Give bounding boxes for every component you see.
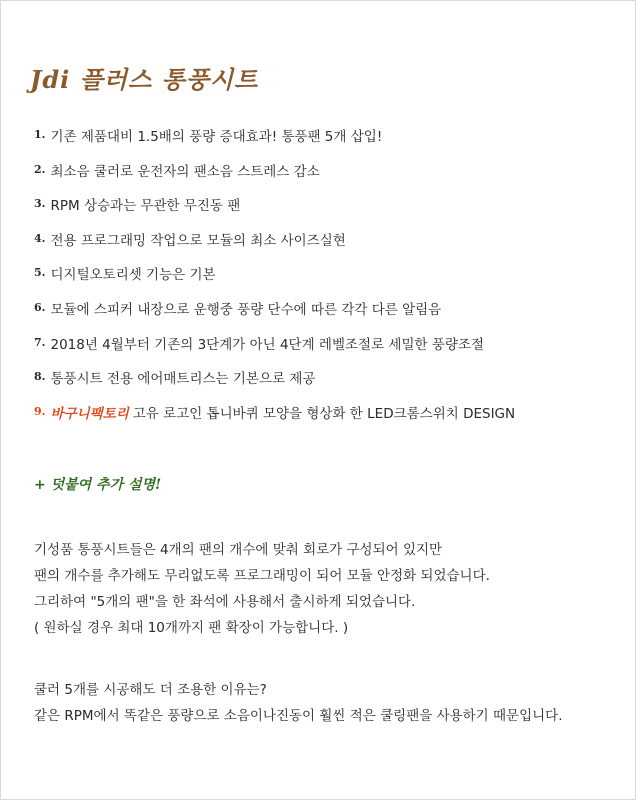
feature-number: 2. bbox=[34, 162, 46, 176]
feature-text: 모듈에 스피커 내장으로 운행중 풍량 단수에 따른 각각 다른 알림음 bbox=[50, 301, 442, 318]
feature-number: 5. bbox=[34, 266, 46, 280]
feature-text: 고유 로고인 톱니바퀴 모양을 형상화 한 LED크롬스위치 DESIGN bbox=[132, 405, 516, 422]
feature-text: RPM 상승과는 무관한 무진동 팬 bbox=[50, 198, 241, 215]
feature-number: 1. bbox=[34, 128, 46, 141]
feature-item-8 bbox=[34, 366, 515, 401]
extra-info-heading: + 덧붙여 추가 설명! bbox=[34, 477, 162, 493]
feature-item-9 bbox=[34, 401, 515, 436]
paragraph-line: 그리하여 "5개의 팬"을 한 좌석에 사용해서 출시하게 되었습니다. bbox=[34, 594, 416, 610]
brand-name: 바구니팩토리 bbox=[50, 405, 129, 422]
feature-item-5 bbox=[34, 262, 515, 297]
feature-text: 최소음 쿨러로 운전자의 팬소음 스트레스 감소 bbox=[50, 163, 320, 180]
page-title: Jdi 플러스 통풍시트 bbox=[30, 65, 259, 94]
paragraph-line: 팬의 개수를 추가해도 무리없도록 프로그래밍이 되어 모듈 안정화 되었습니다. bbox=[34, 568, 490, 584]
feature-text: 2018년 4월부터 기존의 3단계가 아닌 4단계 레벨조절로 세밀한 풍량조절 bbox=[50, 336, 485, 353]
feature-text: 기존 제품대비 1.5배의 풍량 증대효과! 통풍팬 5개 삽입! bbox=[50, 129, 383, 145]
paragraph-line: 같은 RPM에서 똑같은 풍량으로 소음이나진동이 훨씬 적은 쿨링팬을 사용하기 때문입니다. bbox=[34, 708, 563, 724]
explanation-paragraph bbox=[34, 537, 490, 641]
paragraph-line: 기성품 통풍시트들은 4개의 팬의 개수에 맞춰 회로가 구성되어 있지만 bbox=[34, 542, 443, 558]
feature-item-2 bbox=[34, 159, 515, 194]
feature-item-7 bbox=[34, 332, 515, 367]
quiet-reason-paragraph bbox=[34, 677, 563, 729]
feature-item-3 bbox=[34, 193, 515, 228]
feature-number: 4. bbox=[34, 231, 46, 245]
feature-number: 6. bbox=[34, 300, 46, 314]
feature-number: 9. bbox=[34, 404, 46, 418]
feature-text: 통풍시트 전용 에어매트리스는 기본으로 제공 bbox=[50, 371, 316, 388]
feature-item-4 bbox=[34, 228, 515, 263]
feature-text: 전용 프로그래밍 작업으로 모듈의 최소 사이즈실현 bbox=[50, 232, 346, 249]
feature-item-1 bbox=[34, 124, 515, 159]
feature-item-6 bbox=[34, 297, 515, 332]
paragraph-line: ( 원하실 경우 최대 10개까지 팬 확장이 가능합니다. ) bbox=[34, 620, 349, 636]
feature-number: 8. bbox=[34, 370, 46, 384]
feature-text: 디지털오토리셋 기능은 기본 bbox=[50, 267, 216, 284]
feature-number: 7. bbox=[34, 335, 46, 349]
feature-list bbox=[34, 124, 515, 435]
feature-number: 3. bbox=[34, 197, 46, 211]
paragraph-line: 쿨러 5개를 시공해도 더 조용한 이유는? bbox=[34, 682, 267, 698]
